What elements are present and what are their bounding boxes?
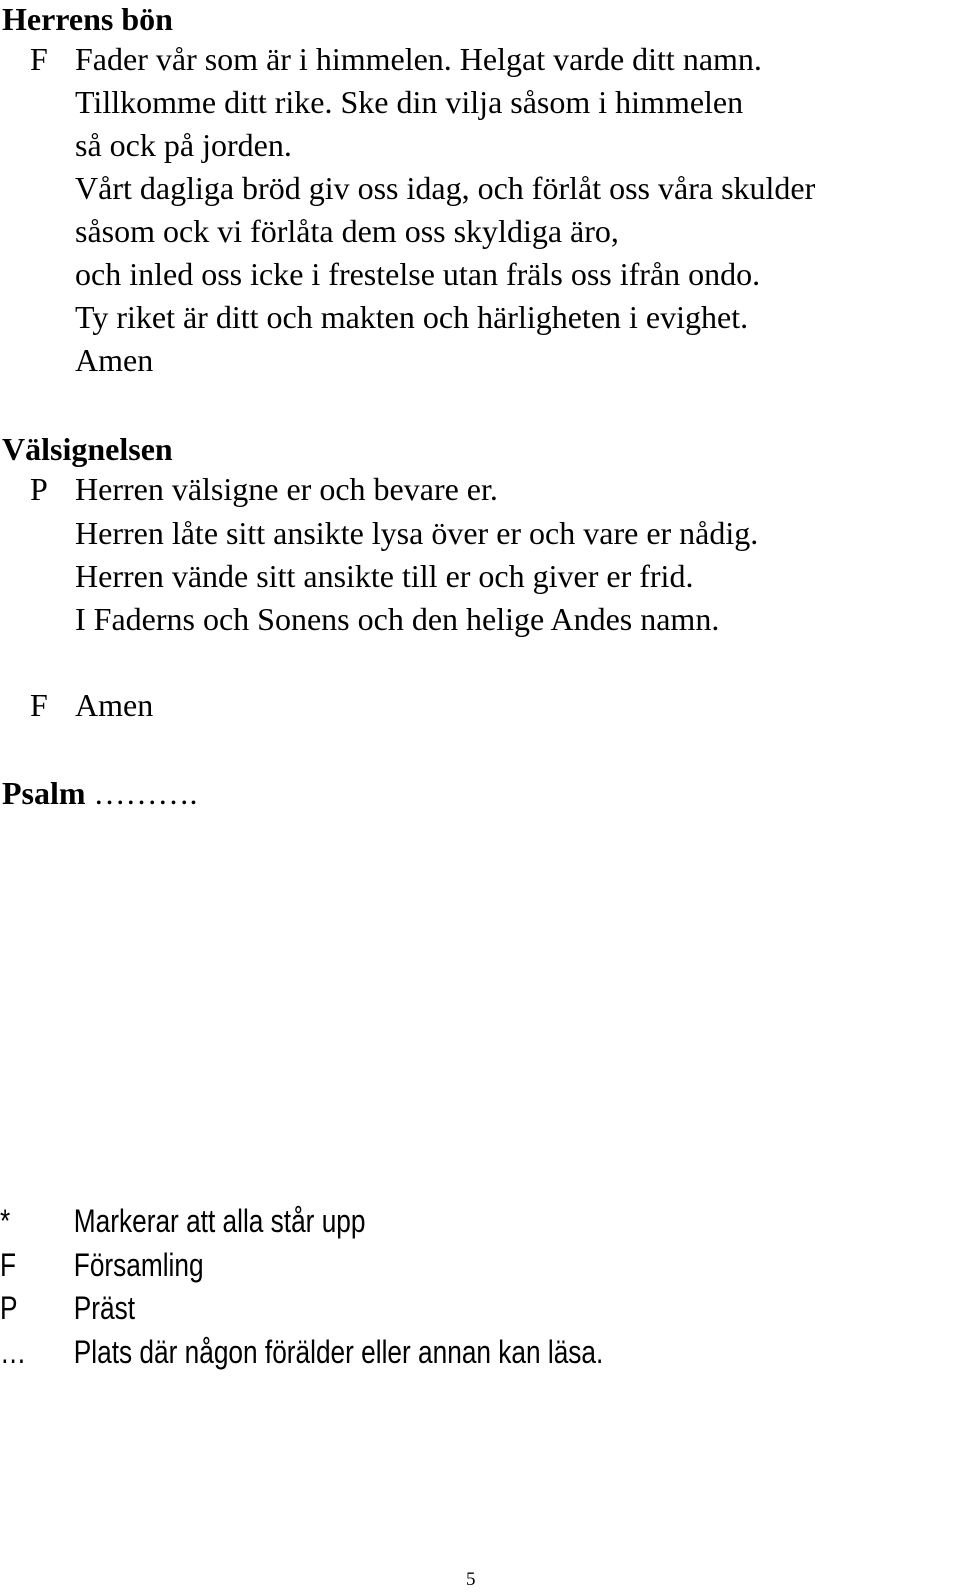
legend-text: Församling [73,1247,204,1283]
prayer-line-text: och inled oss icke i frestelse utan fräls oss ifrån ondo. [75,256,761,292]
blessing-line-text: I Faderns och Sonens och den helige Andes namn. [75,601,720,637]
blessing-line-text: Herren låte sitt ansikte lysa över er och vare er nådig. [75,515,759,551]
prayer-line-text: Fader vår som är i himmelen. Helgat varde ditt namn. [75,41,762,77]
legend-key: … [0,1334,27,1370]
legend-key: F [0,1247,17,1283]
speaker-marker-priest: P [30,471,48,507]
prayer-line-text: såsom ock vi förlåta dem oss skyldiga äro, [75,213,619,249]
prayer-line-text: Tillkomme ditt rike. Ske din vilja såsom i himmelen [75,84,744,120]
blessing-line-text: Herren vände sitt ansikte till er och giver er frid. [75,558,694,594]
blessing-response-text: Amen [75,687,154,723]
speaker-marker-congregation: F [30,687,48,723]
legend-key: P [0,1290,18,1326]
blessing-line-text: Herren välsigne er och bevare er. [75,471,498,507]
section-heading-lords-prayer: Herrens bön [2,1,173,37]
prayer-line-text: Vårt dagliga bröd giv oss idag, och förlåt oss våra skulder [75,170,816,206]
section-heading-hymn [2,776,198,810]
prayer-line-text: så ock på jorden. [75,127,292,163]
hymn-number-blank: ………. [93,775,198,811]
legend-text: Plats där någon förälder eller annan kan läsa. [73,1334,604,1370]
prayer-line-text: Amen [75,342,154,378]
legend-text: Markerar att alla står upp [73,1203,366,1239]
speaker-marker-congregation: F [30,41,48,77]
page-number: 5 [466,1569,476,1590]
section-heading-blessing: Välsignelsen [2,431,173,467]
legend-key: * [0,1203,11,1239]
legend-text: Präst [73,1290,136,1326]
prayer-line-text: Ty riket är ditt och makten och härligheten i evighet. [75,299,749,335]
hymn-label: Psalm [2,775,86,811]
